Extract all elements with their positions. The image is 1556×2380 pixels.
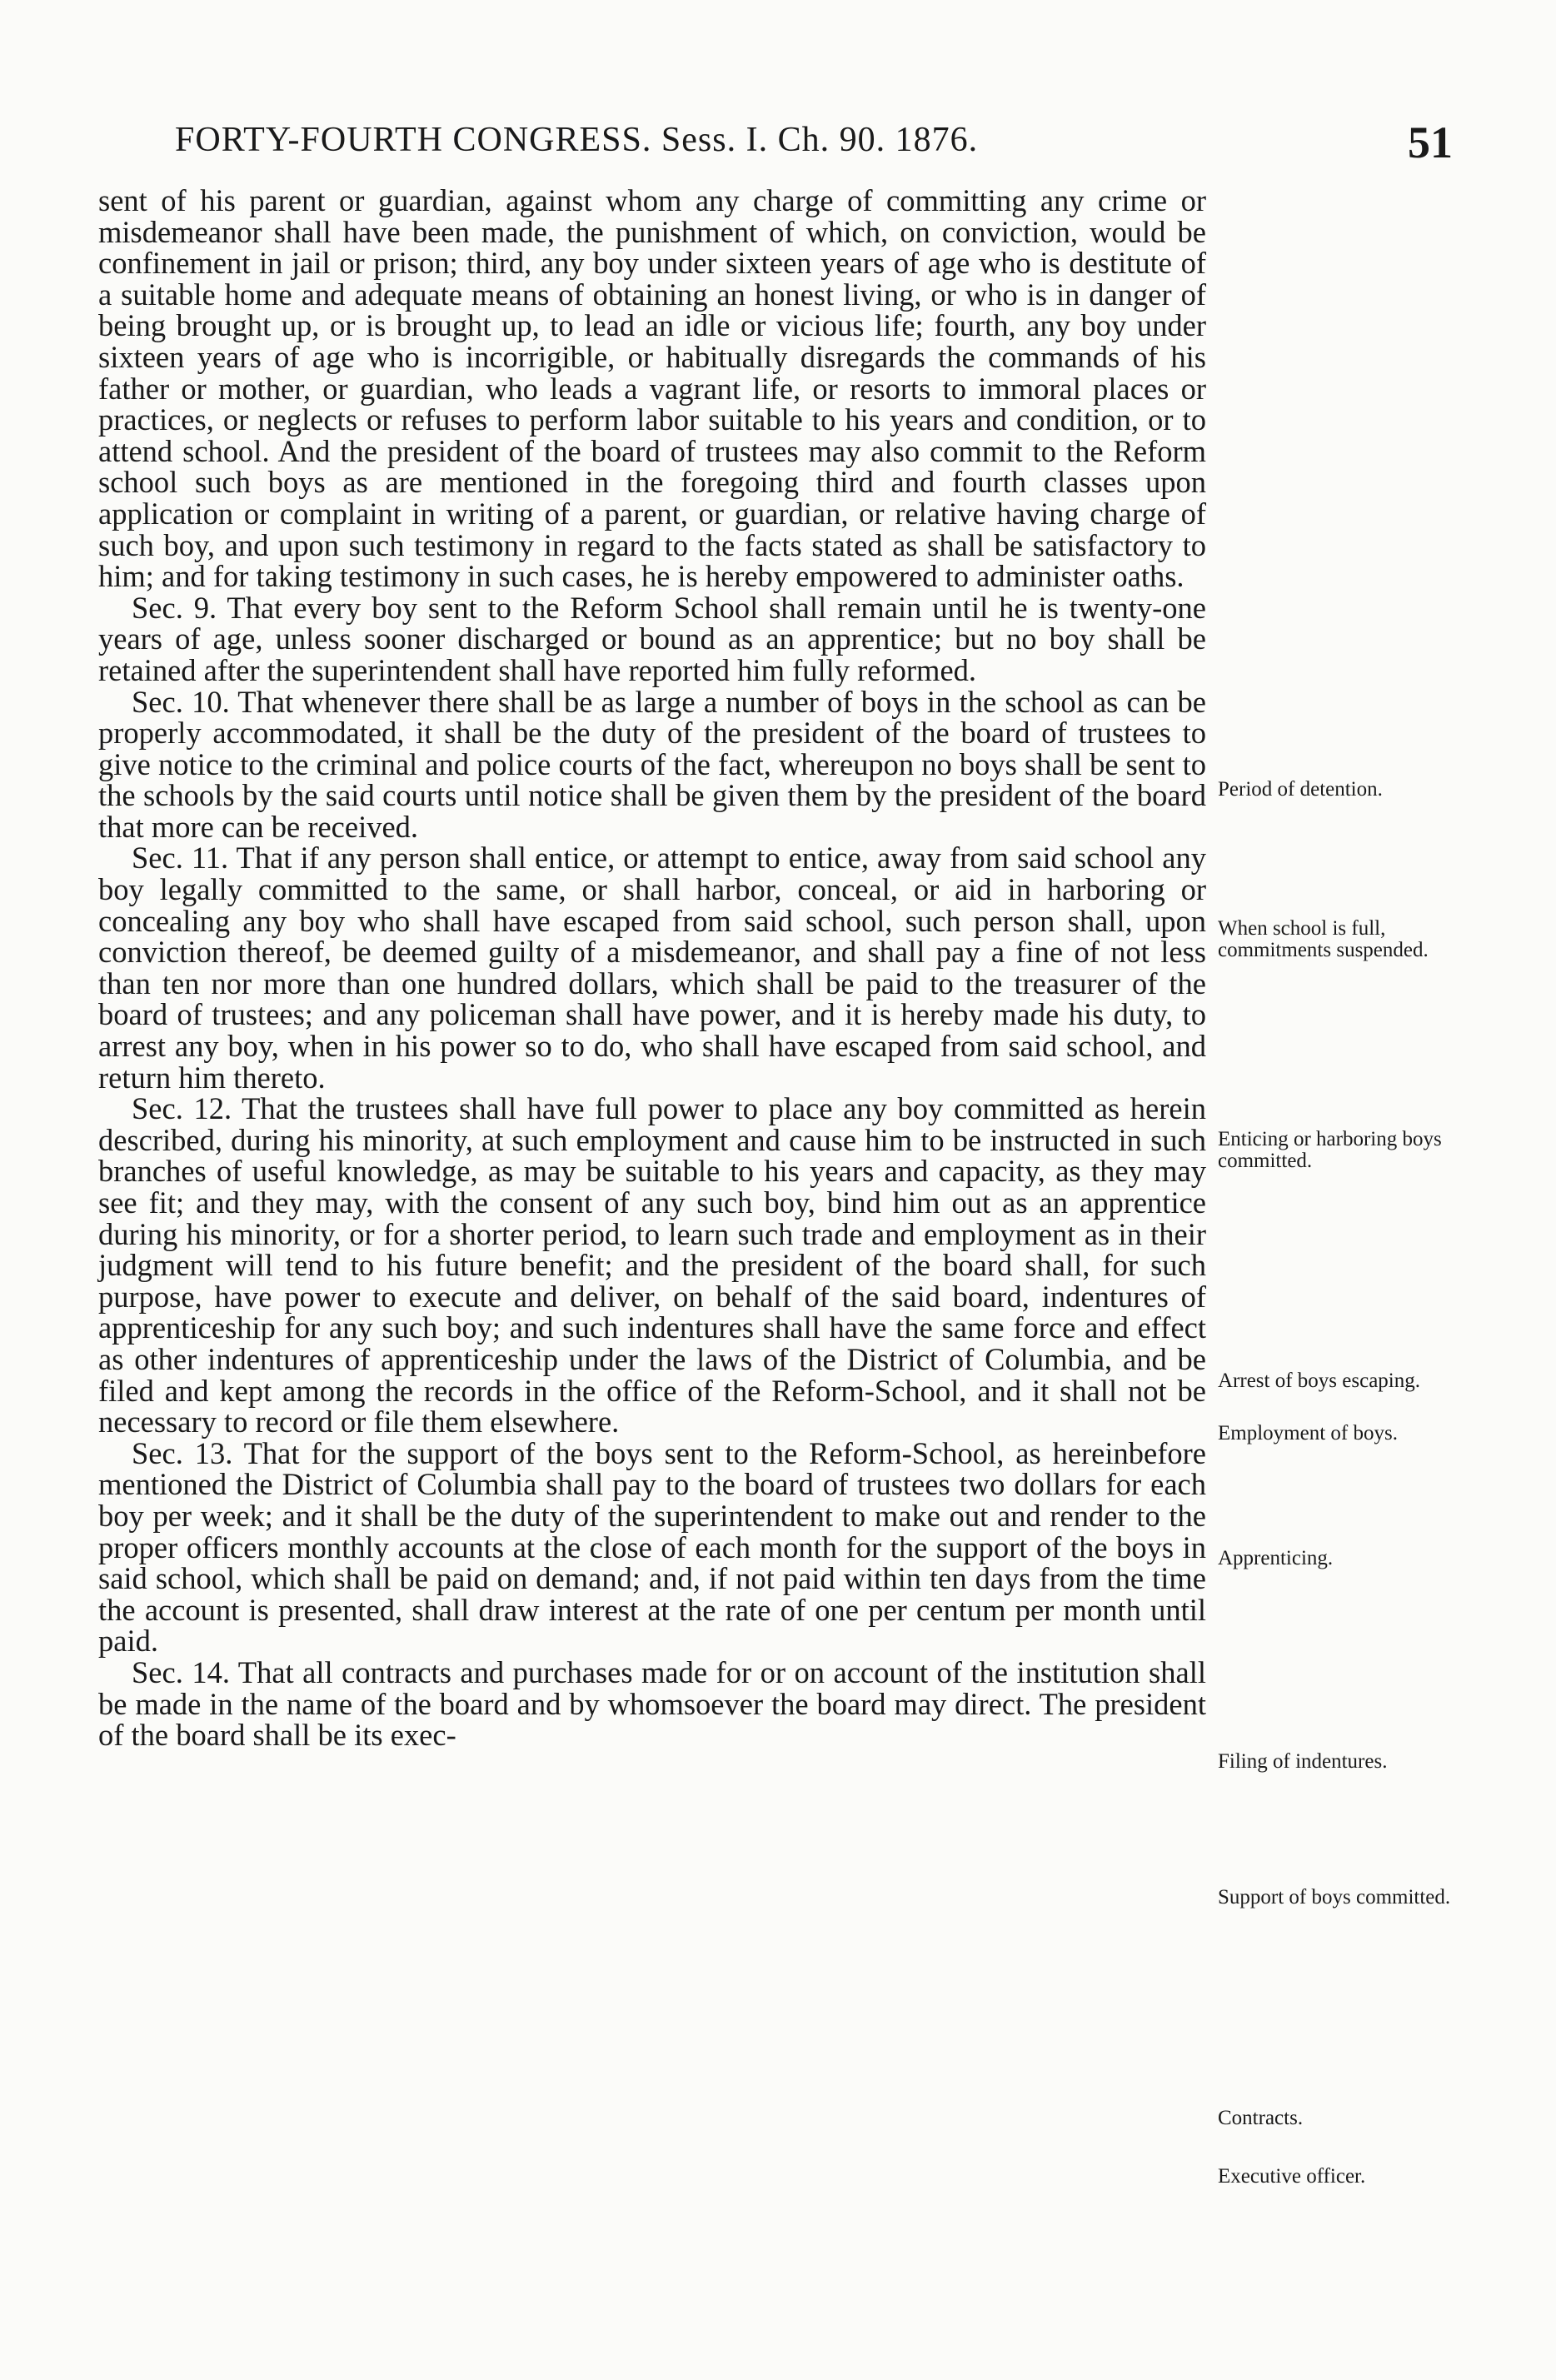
margin-note-filing: Filing of indentures. [1218, 1750, 1388, 1773]
section-14: Sec. 14. That all contracts and purchases made for or on account of the institution shall be made in the name of the board and by whomsoever the board may direct. The president of the board shall be its exec- [98, 1654, 1206, 1753]
margin-note-enticing: Enticing or harboring boys committed. [1218, 1128, 1442, 1172]
margin-note-apprenticing: Apprenticing. [1218, 1547, 1334, 1569]
body-text [98, 185, 1206, 1751]
margin-note-support: Support of boys committed. [1218, 1886, 1451, 1908]
margin-note-employment: Employment of boys. [1218, 1422, 1398, 1444]
page-header [0, 117, 1556, 167]
section-9: Sec. 9. That every boy sent to the Reform School shall remain until he is twenty-one years of age, unless sooner discharged or bound as an apprentice; but no boy shall be retained after the superintendent shall have reported him fully reformed. [98, 590, 1206, 687]
section-12: Sec. 12. That the trustees shall have full power to place any boy committed as herein described, during his minority, at such employment and cause him to be instructed in such branches of useful knowledge, as may be suitable to his years and capacity, as they may see fit; and they may, with the consent of any such boy, bind him out as an apprentice during his minority, or for a shorter period, to learn such trade and employment as in their judgment will tend to his future benefit; and the president of the board shall, for such purpose, have power to execute and deliver, on behalf of the said board, indentures of apprenticeship for any such boy; and such indentures shall have the same force and effect as other indentures of apprenticeship under the laws of the District of Columbia, and be filed and kept among the records in the office of the Reform-School, and it shall not be necessary to record or file them elsewhere. [98, 1091, 1206, 1439]
margin-note-executive-officer: Executive officer. [1218, 2165, 1366, 2188]
margin-note-commitments-suspended: When school is full, commitments suspended. [1218, 917, 1429, 961]
margin-note-contracts: Contracts. [1218, 2107, 1304, 2129]
margin-note-arrest: Arrest of boys escaping. [1218, 1370, 1420, 1392]
running-head: FORTY-FOURTH CONGRESS. Sess. I. Ch. 90. 1876. [175, 121, 979, 159]
section-11: Sec. 11. That if any person shall entice, or attempt to entice, away from said school any boy legally committed to the same, or shall harbor, conceal, or aid in harboring or concealing any boy who shall have escaped from said school, such person shall, upon conviction thereof, be deemed guilty of a misdemeanor, and shall pay a fine of not less than ten nor more than one hundred dollars, which shall be paid to the treasurer of the board of trustees; and any policeman shall have power, and it is hereby made his duty, to arrest any boy, when in his power so to do, who shall have escaped from said school, and return him thereto. [98, 841, 1206, 1095]
margin-note-period-of-detention: Period of detention. [1218, 778, 1383, 801]
section-13: Sec. 13. That for the support of the boys sent to the Reform-School, as hereinbefore mentioned the District of Columbia shall pay to the board of trustees two dollars for each boy per week; and it shall be the duty of the superintendent to make out and render to the proper officers monthly accounts at the close of each month for the support of the boys in said school, which shall be paid on demand; and, if not paid within ten days from the time the account is presented, shall draw interest at the rate of one per centum per month until paid. [98, 1435, 1206, 1659]
page-number: 51 [1408, 117, 1453, 167]
paragraph-continuation: sent of his parent or guardian, against whom any charge of committing any crime or misdemeanor shall have been made, the punishment of which, on conviction, would be confinement in jail or prison; third, any boy under sixteen years of age who is destitute of a suitable home and adequate means of obtaining an honest living, or who is in danger of being brought up, or is brought up, to lead an idle or vicious life; fourth, any boy under sixteen years of age who is incorrigible, or habitually disregards the commands of his father or mother, or guardian, who leads a vagrant life, or resorts to immoral places or practices, or neglects or refuses to perform labor suitable to his years and condition, or to attend school. And the president of the board of trustees may also commit to the Reform school such boys as are mentioned in the foregoing third and fourth classes upon application or complaint in writing of a parent, or guardian, or relative having charge of such boy, and upon such testimony in regard to the facts stated as shall be satisfactory to him; and for taking testimony in such cases, he is hereby empowered to administer oaths. [98, 183, 1206, 594]
section-10: Sec. 10. That whenever there shall be as large a number of boys in the school as can be properly accommodated, it shall be the duty of the president of the board of trustees to give notice to the criminal and police courts of the fact, whereupon no boys shall be sent to the schools by the said courts until notice shall be given them by the president of the board that more can be received. [98, 684, 1206, 844]
